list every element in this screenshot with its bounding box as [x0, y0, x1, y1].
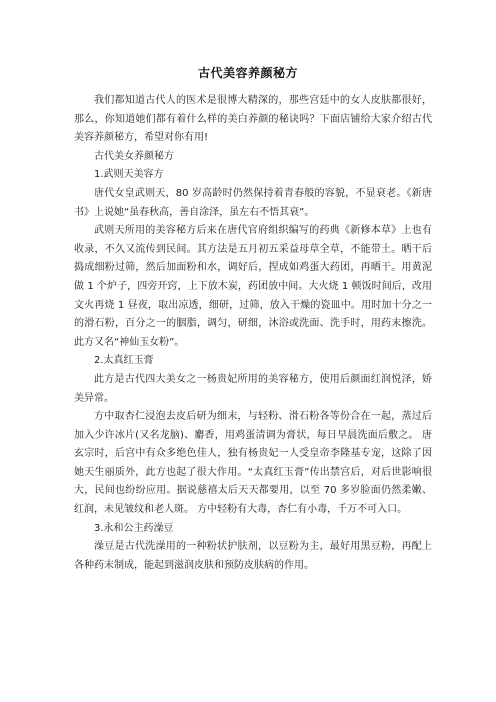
body-paragraph: 武则天所用的美容秘方后来在唐代官府组织编写的药典《新修本草》上也有收录，不久又流传到民间。其方法是五月初五采益母草全草，不能带土。晒干后捣成细粉过筛，然后加面粉和水，调好后，捏成如鸡蛋大药团，再晒干。用黄泥做 1 个炉子，四旁开窍，上下放木炭，药团放中间。大火烧 1 顿饭时间后，改用文火再烧 1 昼夜，取出凉透，细研，过筛，放入干燥的瓷皿中。用时加十分之一的滑石粉，百分之一的胭脂，调匀，研细，沐浴或洗面、洗手时，用药末擦洗。此方又名“神仙玉女粉”。 [74, 225, 432, 348]
subsection-heading: 3.永和公主药澡豆 [94, 522, 174, 534]
body-paragraph: 澡豆是古代洗澡用的一种粉状护肤剂，以豆粉为主，最好用黑豆粉，再配上各种药末制成，能起到滋润皮肤和预防皮肤病的作用。 [74, 541, 432, 571]
intro-paragraph: 我们都知道古代人的医术是很博大精深的，那些宫廷中的女人皮肤都很好，那么，你知道她们都有着什么样的美白养颜的秘诀吗？下面店铺给大家介绍古代美容养颜秘方，希望对你有用! [74, 95, 432, 144]
section-heading: 古代美女养颜秘方 [94, 150, 174, 162]
subsection-heading: 1.武则天美容方 [94, 169, 164, 181]
subsection-heading: 2.太真红玉膏 [94, 355, 154, 367]
body-paragraph: 唐代女皇武则天，80 岁高龄时仍然保持着青春般的容貌，不显衰老。《新唐书》上说她“虽春秋高，善自涂泽，虽左右不悟其衰”。 [74, 187, 432, 218]
document-title: 古代美容养颜秘方 [197, 66, 298, 80]
body-paragraph: 此方是古代四大美女之一杨贵妃所用的美容秘方，使用后颜面红润悦泽，娇美异常。 [74, 373, 432, 404]
body-paragraph: 方中取杏仁浸泡去皮后研为细末，与轻粉、滑石粉各等份合在一起，蒸过后加入少许冰片(又名龙脑)、麝香，用鸡蛋清调为膏状，每日早晨洗面后敷之。 唐玄宗时，后宫中有众多绝色佳人，独有杨贵妃一人受皇帝李隆基专宠，这除了因她天生丽质外，此方也起了很大作用。“太真红玉膏”传出禁宫后，对后世影响很大，民间也纷纷应用。据说慈禧太后天天都要用，以至 70 多岁脸面仍然柔嫩、红润，未见皱纹和老人斑。 方中轻粉有大毒，杏仁有小毒，千万不可入口。 [74, 411, 432, 516]
document-body [74, 92, 432, 575]
